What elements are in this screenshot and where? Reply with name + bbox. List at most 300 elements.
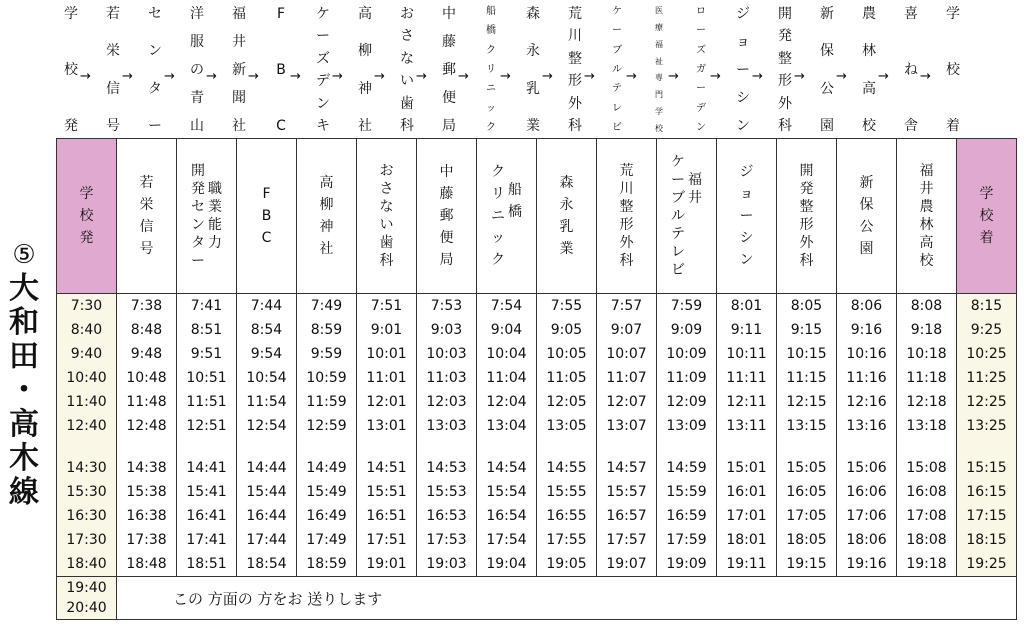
route-stop-char: 山 [190,118,204,134]
departure-time: 17:01 [726,508,767,524]
departure-time: 11:16 [846,370,887,386]
departure-time: 9:25 [970,322,1003,338]
departure-time: 16:44 [246,508,287,524]
route-arrow: → [920,69,931,84]
route-stop-char: ー [736,62,750,78]
departure-time: 15:44 [246,484,287,500]
departure-time: 18:51 [186,556,227,572]
column-header-char: 永 [559,197,574,213]
time-column [237,294,297,577]
route-stop-char: 喜 [904,6,918,22]
column-header [897,139,957,294]
column-header-char: テ [671,226,685,242]
departure-time: 8:54 [250,322,283,338]
route-stop-char: C [276,118,286,134]
route-stop-char: い [400,73,414,90]
departure-time: 18:06 [846,532,887,548]
departure-time: 13:09 [666,418,707,434]
route-stop-char: ン [148,43,162,60]
time-column [477,294,537,577]
route-stop-char: 発 [778,28,792,45]
route-stop-char: 校 [64,62,78,78]
departure-time: 17:55 [546,532,587,548]
route-stop-char: ン [736,118,750,134]
route-stop-char: 若 [106,6,120,22]
departure-time: 11:40 [66,394,107,410]
line-name-char: 木 [9,441,39,476]
route-stop-char: 科 [568,117,582,134]
route-stop [186,6,208,134]
time-column [117,294,177,577]
departure-time: 12:11 [726,394,767,410]
departure-time: 9:15 [790,322,823,338]
departure-time: 10:05 [546,346,587,362]
departure-time: 8:06 [850,298,883,314]
route-arrow: → [710,69,721,84]
route-stop [102,6,124,134]
column-header-char: 開 [799,163,814,179]
column-header-char: ッ [491,230,505,246]
departure-time: 18:40 [66,556,107,572]
route-arrow: → [206,69,217,84]
departure-time: 7:51 [370,298,403,314]
route-stop-char: 専 [655,73,663,83]
departure-time: 17:15 [966,508,1007,524]
departure-time: 9:18 [910,322,943,338]
route-stop-char: 聞 [232,90,246,106]
route-stop-char: 歯 [400,95,414,112]
departure-time: 12:09 [666,394,707,410]
route-stop-char: ー [696,25,706,37]
column-header [717,139,777,294]
departure-time: 19:05 [546,556,587,572]
departure-time: 8:48 [130,322,163,338]
route-stop [942,6,964,134]
route-stop-char: 藤 [442,34,456,50]
departure-time: 10:04 [486,346,527,362]
route-stop-char: 便 [442,90,456,106]
departure-time: 7:59 [670,298,703,314]
column-header [237,139,297,294]
column-header-char: 便 [439,230,454,246]
timetable [56,138,1017,620]
evening-note: この 方面の 方をお 送りします [117,577,1017,620]
column-header [357,139,417,294]
departure-time: 8:01 [730,298,763,314]
route-arrow: → [668,69,679,84]
route-stop-char: ク [486,44,496,56]
departure-time: 11:25 [966,370,1007,386]
departure-time: 17:54 [486,532,527,548]
departure-time: 14:44 [246,460,287,476]
departure-time: 15:15 [966,460,1007,476]
departure-time: 15:55 [546,484,587,500]
column-header-char: F [262,186,271,202]
route-arrow: → [248,69,259,84]
departure-time: 14:38 [126,460,167,476]
route-arrow: → [626,69,637,84]
departure-time: 11:05 [546,370,587,386]
route-stop-char: ク [486,121,496,133]
route-stop-char: 洋 [190,6,204,22]
column-header [117,139,177,294]
departure-time: 17:59 [666,532,707,548]
departure-time: 11:01 [366,370,407,386]
column-header-char: ー [739,208,754,224]
column-header-char: 発 [79,230,94,246]
departure-time: 9:54 [250,346,283,362]
column-header-char: 若 [139,175,154,191]
departure-time: 15:08 [906,460,947,476]
route-stop-char: 高 [358,6,372,22]
evening-row [57,577,1017,620]
route-stop-char: デ [696,102,706,114]
departure-time: 13:07 [606,418,647,434]
column-header-char: 藤 [439,186,454,202]
departure-time: 10:54 [246,370,287,386]
departure-time: 13:18 [906,418,947,434]
header-row [57,139,1017,294]
departure-time: 8:51 [190,322,223,338]
departure-time: 9:11 [730,322,763,338]
route-stop-char: 川 [568,28,582,45]
departure-time: 9:40 [70,346,103,362]
departure-time: 14:49 [306,460,347,476]
departure-time: 10:18 [906,346,947,362]
route-stop [480,6,502,134]
departure-time: 8:05 [790,298,823,314]
time-column [417,294,477,577]
route-stop-char: 着 [946,118,960,134]
route-stop-char: ッ [486,102,496,114]
column-header [297,139,357,294]
line-name-char: 線 [9,475,39,510]
column-header-char: 発 [799,181,814,197]
departure-time: 17:41 [186,532,227,548]
column-header-char: 乳 [559,219,574,235]
line-name-char: 大 [9,271,39,306]
departure-time: 17:38 [126,532,167,548]
route-strip [60,6,960,136]
departure-time: 16:55 [546,508,587,524]
column-header-char: 開 [191,163,205,179]
route-stop-char: ー [612,25,622,37]
column-header-char: ー [191,253,205,269]
route-stop-char: ケ [612,6,622,17]
column-header-char: 外 [799,235,814,251]
departure-time: 19:04 [486,556,527,572]
departure-time: 15:51 [366,484,407,500]
departure-time: 19:09 [666,556,707,572]
time-column [177,294,237,577]
route-stop-char: 学 [946,6,960,22]
departure-time: 9:16 [850,322,883,338]
column-header-char: さ [379,181,394,197]
departure-time: 18:54 [246,556,287,572]
column-header-char: 信 [139,219,154,235]
departure-time: 12:01 [366,394,407,410]
route-stop-char: ン [316,95,330,112]
departure-time: 16:53 [426,508,467,524]
departure-time: 8:15 [970,298,1003,314]
route-stop-char: 科 [400,117,414,134]
column-header-char: 保 [859,197,874,213]
column-header-char: い [379,217,394,233]
column-header-char: ジ [739,164,754,180]
column-header-char: 高 [319,175,334,191]
departure-time: 14:54 [486,460,527,476]
departure-time: 16:49 [306,508,347,524]
route-arrow: → [332,69,343,84]
column-header-char: 形 [619,217,634,233]
time-column [717,294,777,577]
departure-time: 10:11 [726,346,767,362]
departure-time: 15:57 [606,484,647,500]
route-stop-char: 門 [655,90,663,100]
departure-time: 7:49 [310,298,343,314]
evening-time: 20:40 [66,600,107,616]
route-stop-char: デ [316,73,330,90]
route-stop-char: 号 [106,117,120,134]
column-header [837,139,897,294]
column-header-char: ン [739,252,754,268]
column-header-char: な [379,199,394,215]
departure-time: 15:54 [486,484,527,500]
column-header-char: シ [739,230,754,246]
route-stop-char: 福 [655,39,663,49]
departure-time: 14:53 [426,460,467,476]
departure-time: 8:59 [310,322,343,338]
departure-time: 7:44 [250,298,283,314]
route-stop-char: 高 [862,80,876,97]
route-stop-char: B [276,62,286,78]
departure-time: 14:51 [366,460,407,476]
route-stop-char: 局 [442,118,456,134]
column-header-char: 森 [559,175,574,191]
route-stop-char: ル [612,63,622,75]
column-header-char: 外 [619,235,634,251]
route-arrow: → [164,69,175,84]
departure-time: 18:08 [906,532,947,548]
route-stop-char: セ [148,6,162,22]
route-stop-char [951,34,955,50]
column-header-char: ク [491,164,505,180]
route-stop-char: ね [904,62,918,78]
departure-time: 13:15 [786,418,827,434]
route-stop-char: ケ [316,6,330,22]
route-stop-char: レ [612,102,622,114]
column-header-char: 新 [859,175,874,191]
column-header-char: 社 [319,241,334,257]
column-header-char: 整 [619,199,634,215]
departure-time: 9:03 [430,322,463,338]
route-stop-char: 校 [862,117,876,134]
departure-time: 19:07 [606,556,647,572]
departure-time: 15:41 [186,484,227,500]
route-stop [60,6,82,134]
route-stop-char [909,34,913,50]
departure-time: 16:57 [606,508,647,524]
departure-time: 16:08 [906,484,947,500]
route-stop-char: タ [148,80,162,97]
departure-time: 7:53 [430,298,463,314]
route-stop-char: ニ [486,83,496,95]
departure-time: 17:53 [426,532,467,548]
route-stop [606,6,628,134]
column-header-char: 力 [208,235,222,251]
departure-time: 18:05 [786,532,827,548]
route-stop [438,6,460,134]
column-header-char: ブ [671,190,685,206]
column-header-char: 学 [979,186,994,202]
column-header-char: ン [191,217,205,233]
column-header-char: ョ [739,186,754,202]
column-header-char: 福 [919,163,934,179]
route-stop-char: 栄 [106,43,120,60]
route-stop-char: 林 [862,43,876,60]
column-header-char: 業 [559,241,574,257]
route-stop [396,6,418,134]
departure-time: 14:55 [546,460,587,476]
departure-time: 16:38 [126,508,167,524]
route-stop-char: 整 [778,50,792,67]
departure-time: 12:04 [486,394,527,410]
time-column [57,294,117,577]
column-header-char: 園 [859,241,874,257]
route-stop [900,6,922,134]
departure-time: 11:18 [906,370,947,386]
departure-time: 14:41 [186,460,227,476]
route-stop-char: 祉 [655,56,663,66]
column-header-char: 校 [979,208,994,224]
route-arrow: → [752,69,763,84]
route-stop-char: ー [316,28,330,45]
departure-time: 10:59 [306,370,347,386]
departure-time: 10:51 [186,370,227,386]
time-column [777,294,837,577]
departure-time: 11:15 [786,370,827,386]
departure-time: 12:07 [606,394,647,410]
column-header-char: 科 [619,253,634,269]
departure-time: 16:54 [486,508,527,524]
column-header-char: 井 [919,181,934,197]
line-name-char: 高 [9,407,39,442]
column-header-char: 校 [79,208,94,224]
route-stop-char: ビ [612,121,622,133]
column-header-char: C [261,230,272,246]
column-header-char: 船 [508,182,522,198]
column-header-char: 校 [919,253,934,269]
departure-time: 11:48 [126,394,167,410]
route-stop-char: 舎 [904,118,918,134]
departure-time: 11:04 [486,370,527,386]
route-stop [816,6,838,134]
departure-time: 15:38 [126,484,167,500]
departure-time: 15:53 [426,484,467,500]
evening-times-cell [57,577,117,620]
column-header [417,139,477,294]
departure-time: 9:01 [370,322,403,338]
departure-time: 13:25 [966,418,1007,434]
route-stop-char: 荒 [568,6,582,22]
route-stop-char: さ [400,28,414,45]
departure-time: 18:01 [726,532,767,548]
departure-time: 8:40 [70,322,103,338]
departure-time: 11:03 [426,370,467,386]
departure-time: 15:01 [726,460,767,476]
route-stop-char: 園 [820,117,834,134]
time-column [837,294,897,577]
route-arrow: → [836,69,847,84]
route-stop [732,6,754,134]
departure-time: 12:40 [66,418,107,434]
route-stop [774,6,796,134]
route-arrow: → [458,69,469,84]
departure-time: 11:07 [606,370,647,386]
route-stop-char: 形 [568,73,582,90]
departure-time: 15:05 [786,460,827,476]
column-header-char: 林 [919,217,934,233]
departure-time: 9:05 [550,322,583,338]
route-stop-char: お [400,6,414,22]
departure-time: 12:18 [906,394,947,410]
route-stop-char: 形 [778,73,792,90]
route-stop-char: 新 [820,6,834,22]
column-header [777,139,837,294]
departure-time: 7:41 [190,298,223,314]
departure-time: 12:15 [786,394,827,410]
column-header-char: 栄 [139,197,154,213]
departure-time: 14:59 [666,460,707,476]
line-number: ⑤ [12,240,36,270]
departure-time: 17:51 [366,532,407,548]
departure-time: 13:01 [366,418,407,434]
route-stop-char [909,90,913,106]
departure-time: 11:09 [666,370,707,386]
column-header-char: 農 [919,199,934,215]
time-column [897,294,957,577]
column-header-char: 郵 [439,208,454,224]
departure-time: 19:11 [726,556,767,572]
route-stop-char: 服 [190,34,204,50]
route-stop-char: キ [316,117,330,134]
departure-time: 16:15 [966,484,1007,500]
route-stop-char [951,90,955,106]
column-header-char: 業 [208,199,222,215]
departure-time: 12:48 [126,418,167,434]
column-header [657,139,717,294]
column-header-char: リ [491,186,505,202]
departure-time: 13:03 [426,418,467,434]
departure-time: 15:49 [306,484,347,500]
departure-time: 14:57 [606,460,647,476]
column-header-char: 高 [919,235,934,251]
departure-time: 19:15 [786,556,827,572]
column-header-char: 科 [379,253,394,269]
departure-time: 19:18 [906,556,947,572]
route-stop-char: 業 [526,117,540,134]
route-arrow: → [290,69,301,84]
departure-time: 17:49 [306,532,347,548]
route-stop-char: シ [736,90,750,106]
route-stop-char: 外 [568,95,582,112]
column-header-char: 科 [799,253,814,269]
column-header-char: ー [671,172,685,188]
column-header-char: ル [671,208,685,224]
departure-time: 10:07 [606,346,647,362]
line-name-char: 和 [9,305,39,340]
column-header-char: ケ [671,154,685,170]
